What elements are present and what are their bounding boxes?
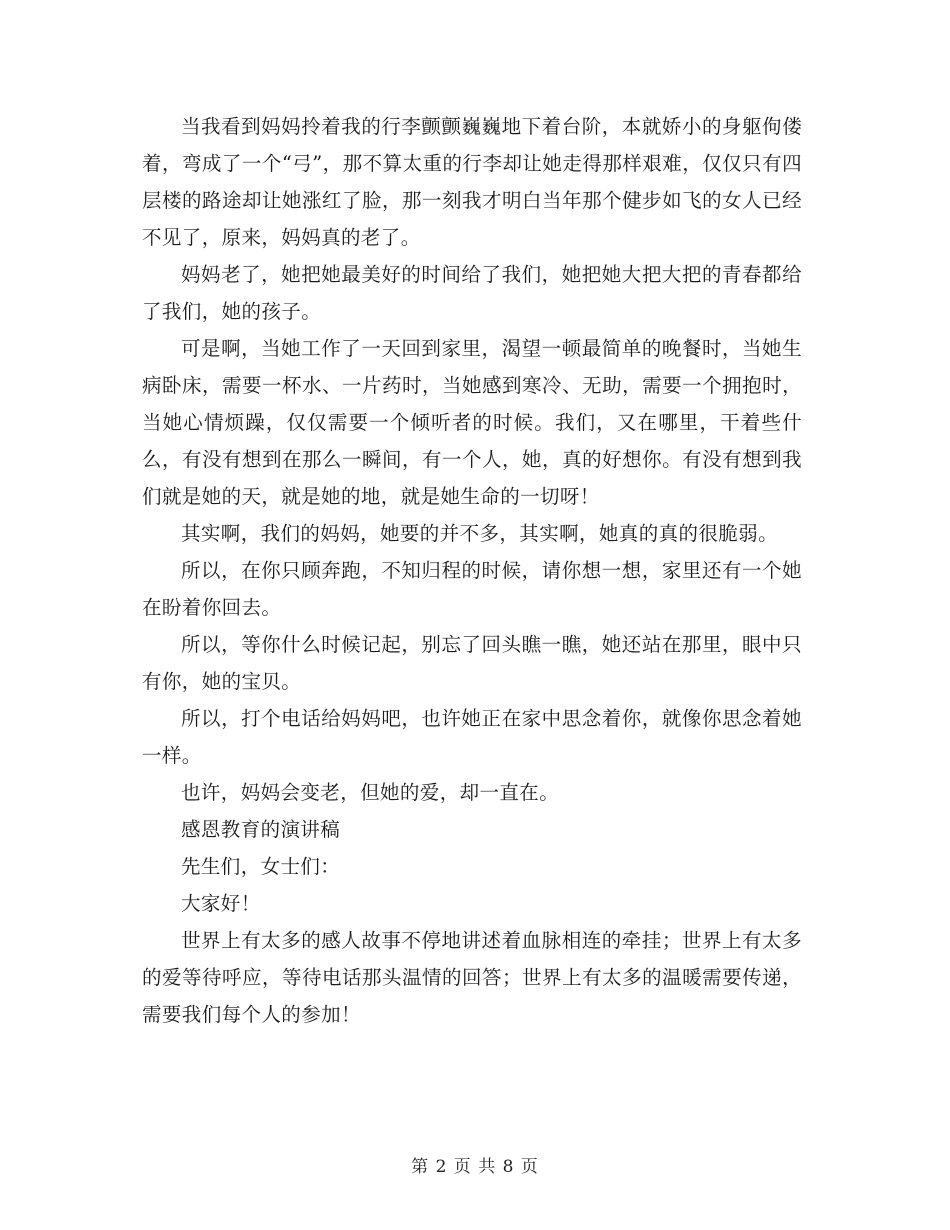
document-body bbox=[142, 108, 802, 1033]
paragraph-where-were-we: 可是啊，当她工作了一天回到家里，渴望一顿最简单的晚餐时，当她生病卧床，需要一杯水、一片药时，当她感到寒冷、无助，需要一个拥抱时，当她心情烦躁，仅仅需要一个倾听者的时候。我们，又在哪里，干着些什么，有没有想到在那么一瞬间，有一个人，她，真的好想你。有没有想到我们就是她的天，就是她的地，就是她生命的一切呀！ bbox=[142, 337, 802, 508]
paragraph-mother-is-old: 妈妈老了，她把她最美好的时间给了我们，她把她大把大把的青春都给了我们，她的孩子。 bbox=[142, 263, 802, 323]
page-number: 第 2 页 共 8 页 bbox=[411, 1157, 539, 1177]
paragraph-think-of-home: 所以，在你只顾奔跑，不知归程的时候，请你想一想，家里还有一个她在盼着你回去。 bbox=[142, 559, 802, 619]
paragraph-look-back: 所以，等你什么时候记起，别忘了回头瞧一瞧，她还站在那里，眼中只有你，她的宝贝。 bbox=[142, 633, 802, 693]
paragraph-world-stories: 世界上有太多的感人故事不停地讲述着血脉相连的牵挂；世界上有太多的爱等待呼应，等待电话那头温情的回答；世界上有太多的温暖需要传递，需要我们每个人的参加！ bbox=[142, 929, 802, 1026]
paragraph-mother-carrying-luggage: 当我看到妈妈拎着我的行李颤颤巍巍地下着台阶，本就娇小的身躯佝偻着，弯成了一个“弓”，那不算太重的行李却让她走得那样艰难，仅仅只有四层楼的路途却让她涨红了脸，那一刻我才明白当年那个健步如飞的女人已经不见了，原来，妈妈真的老了。 bbox=[142, 115, 802, 249]
paragraph-mother-is-fragile: 其实啊，我们的妈妈，她要的并不多，其实啊，她真的真的很脆弱。 bbox=[181, 522, 779, 545]
greeting: 大家好！ bbox=[181, 892, 261, 915]
section-title: 感恩教育的演讲稿 bbox=[181, 818, 341, 841]
paragraph-love-remains: 也许，妈妈会变老，但她的爱，却一直在。 bbox=[181, 781, 560, 804]
salutation: 先生们，女士们： bbox=[181, 855, 341, 878]
paragraph-call-mother: 所以，打个电话给妈妈吧，也许她正在家中思念着你，就像你思念着她一样。 bbox=[142, 707, 802, 767]
